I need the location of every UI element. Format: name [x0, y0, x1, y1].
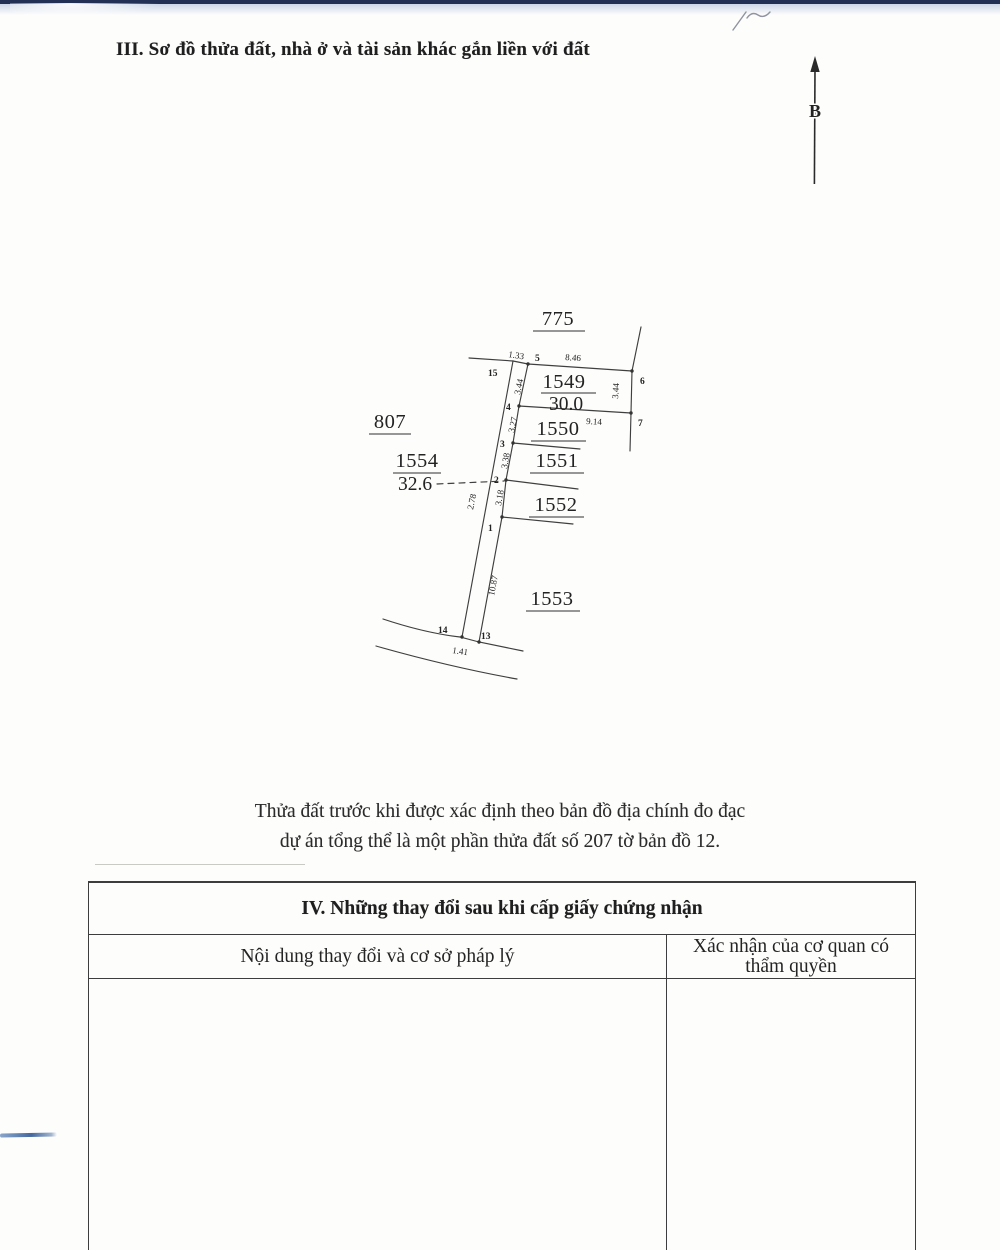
- edge-length-label: 3.38: [499, 452, 512, 470]
- point-number-label: 13: [481, 632, 491, 642]
- table-body-cell-content: [89, 979, 667, 1250]
- edge-length-label: 3.44: [610, 382, 622, 400]
- parcel-number-label: 1549: [542, 371, 586, 393]
- parcel-number-label: 1553: [530, 588, 574, 610]
- point-number-label: 2: [494, 476, 499, 486]
- parcel-number-label: 1552: [534, 494, 578, 516]
- table-body-cell-confirm: [667, 979, 915, 1250]
- edge-length-label: 1.33: [507, 349, 525, 362]
- note-paragraph: [0, 797, 1000, 857]
- edge-length-label: 3.18: [493, 489, 506, 507]
- north-arrow-head: [810, 56, 819, 72]
- point-number-label: 5: [535, 354, 540, 364]
- pen-squiggle-mark: [725, 4, 780, 34]
- north-arrow-shaft: [814, 68, 815, 184]
- point-number-label: 3: [500, 440, 505, 450]
- parcel-number-label: 1551: [535, 450, 579, 472]
- edge-length-label: 3.27: [506, 415, 520, 434]
- point-number-label: 4: [506, 403, 511, 413]
- point-number-label: 7: [638, 419, 643, 429]
- table-header-row: [89, 935, 915, 979]
- road-lower-edge: [376, 646, 517, 679]
- edge-length-label: 1.41: [451, 645, 469, 658]
- blue-pen-mark: [0, 1132, 57, 1137]
- edge-length-label: 10.87: [486, 574, 500, 597]
- north-arrow-icon: [790, 50, 840, 195]
- changes-table: [88, 881, 916, 1250]
- boundary-line-right-edge: [630, 371, 632, 451]
- parcel-number-label: 1550: [536, 418, 580, 440]
- column-header-content: Nội dung thay đổi và cơ sở pháp lý: [89, 935, 667, 978]
- section-iii-title: III. Sơ đồ thửa đất, nhà ở và tài sản khác gắn liền với đất: [116, 39, 590, 60]
- parcel-area-label: 30.0: [548, 394, 584, 415]
- parcel-number-label: 1554: [395, 450, 439, 472]
- column-header-confirm: Xác nhận của cơ quan có thẩm quyền: [692, 935, 889, 977]
- note-line-2: dự án tổng thể là một phần thửa đất số 207 tờ bản đồ 12.: [279, 831, 721, 852]
- boundary-line-topleft: [469, 358, 513, 361]
- table-title: IV. Những thay đổi sau khi cấp giấy chứng nhận: [89, 883, 915, 935]
- edge-length-label: 3.44: [512, 377, 526, 396]
- table-body-row: [89, 979, 915, 1250]
- boundary-line-1551-1552: [506, 480, 578, 489]
- point-number-label: 15: [488, 369, 498, 379]
- edge-length-label: 9.14: [585, 416, 603, 427]
- edge-length-label: 8.46: [564, 352, 582, 364]
- boundary-line-strip-top: [513, 361, 528, 364]
- edge-length-label: 2.78: [465, 492, 479, 511]
- boundary-line-from-north: [632, 327, 641, 371]
- boundary-line-5-6: [528, 364, 632, 371]
- boundary-line-1552-1553: [502, 517, 573, 524]
- point-number-label: 14: [438, 626, 448, 636]
- cadastral-diagram: [360, 290, 680, 700]
- note-line-1: Thửa đất trước khi được xác định theo bản đồ địa chính đo đạc: [254, 801, 746, 822]
- scan-glare: [10, 3, 160, 19]
- adjacent-parcel-label: 775: [541, 308, 575, 330]
- north-label: B: [808, 101, 822, 121]
- parcel-area-label: 32.6: [397, 474, 433, 495]
- point-number-label: 1: [488, 524, 493, 534]
- point-number-label: 6: [640, 377, 645, 387]
- adjacent-parcel-label: 807: [373, 411, 407, 433]
- boundary-line-1550-1551: [513, 443, 580, 449]
- scan-artifact-line: [95, 864, 305, 865]
